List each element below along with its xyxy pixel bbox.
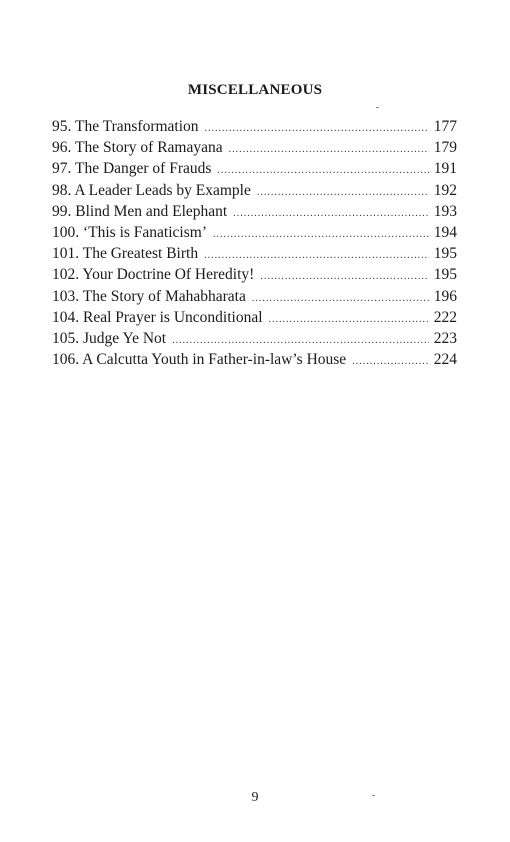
section-title: MISCELLANEOUS [187, 82, 323, 98]
toc-entry-page: 195 [433, 245, 457, 263]
toc-entry [52, 351, 457, 372]
toc-entry [52, 160, 457, 181]
dot-leader [269, 314, 430, 325]
toc-entry-page: 223 [433, 329, 457, 347]
page-number: 9 [251, 790, 259, 805]
toc-entry-page: 191 [433, 160, 457, 178]
toc-entry-title: 98. A Leader Leads by Example [52, 181, 251, 199]
toc-entry-title: 103. The Story of Mahabharata [52, 287, 246, 305]
dot-leader [233, 208, 429, 219]
dot-leader [204, 250, 429, 261]
toc-entry-title: 105. Judge Ye Not [52, 329, 167, 347]
dot-leader [229, 144, 429, 155]
dot-leader [260, 271, 429, 282]
dot-leader [172, 335, 429, 346]
toc-entry [52, 118, 457, 139]
toc-entry-page: 193 [433, 202, 457, 220]
toc-entry [52, 203, 457, 224]
dot-leader [217, 165, 429, 176]
toc-entry-page: 179 [433, 139, 457, 157]
toc-entry [52, 245, 457, 266]
toc-entry-title: 106. A Calcutta Youth in Father-in-law’s House [52, 351, 347, 369]
dot-leader [352, 356, 429, 367]
scan-speck [376, 107, 379, 108]
scan-speck [372, 795, 375, 796]
toc-entry-title: 97. The Danger of Frauds [52, 160, 212, 178]
table-of-contents [52, 118, 457, 372]
toc-entry-title: 95. The Transformation [52, 118, 199, 135]
toc-entry [52, 309, 457, 330]
toc-entry [52, 139, 457, 160]
toc-entry-title: 102. Your Doctrine Of Heredity! [52, 266, 255, 284]
toc-entry [52, 224, 457, 245]
toc-entry-page: 222 [433, 308, 457, 326]
dot-leader [257, 187, 429, 198]
toc-entry-title: 96. The Story of Ramayana [52, 139, 223, 157]
toc-entry-page: 192 [433, 181, 457, 199]
toc-entry [52, 330, 457, 351]
toc-entry-page: 195 [433, 266, 457, 284]
toc-entry-page: 177 [433, 118, 457, 135]
toc-entry [52, 266, 457, 287]
toc-entry-title: 104. Real Prayer is Unconditional [52, 308, 263, 326]
toc-entry-page: 196 [433, 287, 457, 305]
toc-entry [52, 182, 457, 203]
toc-entry-title: 101. The Greatest Birth [52, 245, 199, 263]
dot-leader [252, 293, 429, 304]
toc-entry-title: 100. ‘This is Fanaticism’ [52, 223, 207, 241]
toc-entry-page: 224 [433, 351, 457, 369]
toc-entry [52, 288, 457, 309]
dot-leader [205, 123, 429, 134]
dot-leader [213, 229, 429, 240]
toc-entry-page: 194 [433, 223, 457, 241]
toc-entry-title: 99. Blind Men and Elephant [52, 202, 228, 220]
